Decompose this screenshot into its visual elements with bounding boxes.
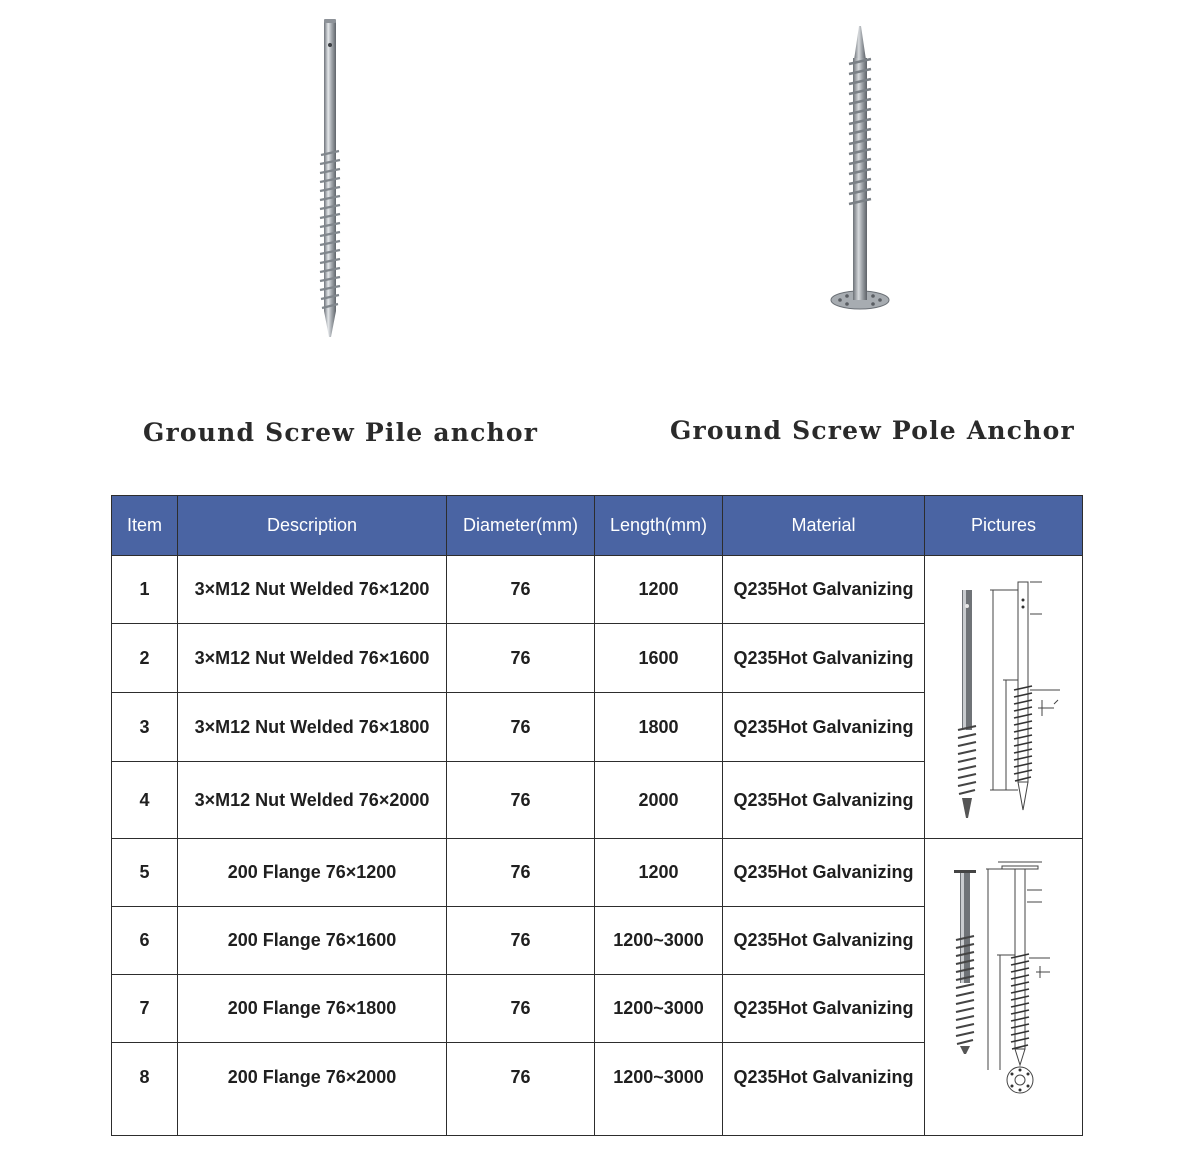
cell-length: 1200 [595, 556, 723, 624]
cell-diameter: 76 [447, 762, 595, 839]
table-row [112, 556, 1083, 624]
ground-screw-pile-image [300, 15, 370, 345]
table-header-row [112, 496, 1083, 556]
cell-item: 3 [112, 693, 178, 762]
cell-diameter: 76 [447, 907, 595, 975]
header-material: Material [723, 496, 925, 556]
picture-cell-flange [925, 839, 1083, 1136]
header-diameter: Diameter(mm) [447, 496, 595, 556]
cell-description: 200 Flange 76×2000 [178, 1043, 447, 1136]
cell-item: 7 [112, 975, 178, 1043]
cell-material: Q235Hot Galvanizing [723, 624, 925, 693]
cell-description: 3×M12 Nut Welded 76×1600 [178, 624, 447, 693]
product-caption: Ground Screw Pole Anchor [670, 416, 1075, 445]
cell-description: 3×M12 Nut Welded 76×1800 [178, 693, 447, 762]
header-length: Length(mm) [595, 496, 723, 556]
cell-item: 8 [112, 1043, 178, 1136]
header-pictures: Pictures [925, 496, 1083, 556]
picture-cell-nut-welded [925, 556, 1083, 839]
cell-material: Q235Hot Galvanizing [723, 762, 925, 839]
cell-item: 2 [112, 624, 178, 693]
header-item: Item [112, 496, 178, 556]
cell-length: 2000 [595, 762, 723, 839]
cell-item: 4 [112, 762, 178, 839]
cell-material: Q235Hot Galvanizing [723, 1043, 925, 1136]
cell-material: Q235Hot Galvanizing [723, 839, 925, 907]
cell-diameter: 76 [447, 1043, 595, 1136]
cell-diameter: 76 [447, 693, 595, 762]
cell-length: 1200~3000 [595, 1043, 723, 1136]
cell-description: 3×M12 Nut Welded 76×1200 [178, 556, 447, 624]
cell-description: 200 Flange 76×1200 [178, 839, 447, 907]
cell-item: 5 [112, 839, 178, 907]
nut-welded-screw-drawing [926, 560, 1082, 830]
cell-description: 200 Flange 76×1800 [178, 975, 447, 1043]
product-caption: Ground Screw Pile anchor [143, 418, 539, 447]
cell-material: Q235Hot Galvanizing [723, 556, 925, 624]
cell-material: Q235Hot Galvanizing [723, 907, 925, 975]
flange-screw-drawing [926, 840, 1082, 1130]
ground-screw-pole-image [820, 20, 900, 320]
header-description: Description [178, 496, 447, 556]
cell-description: 3×M12 Nut Welded 76×2000 [178, 762, 447, 839]
cell-length: 1800 [595, 693, 723, 762]
cell-length: 1200 [595, 839, 723, 907]
cell-material: Q235Hot Galvanizing [723, 693, 925, 762]
table-row [112, 839, 1083, 907]
cell-diameter: 76 [447, 624, 595, 693]
cell-length: 1600 [595, 624, 723, 693]
cell-item: 1 [112, 556, 178, 624]
cell-length: 1200~3000 [595, 907, 723, 975]
spec-table [111, 495, 1083, 1136]
cell-diameter: 76 [447, 975, 595, 1043]
cell-description: 200 Flange 76×1600 [178, 907, 447, 975]
cell-diameter: 76 [447, 556, 595, 624]
cell-item: 6 [112, 907, 178, 975]
cell-material: Q235Hot Galvanizing [723, 975, 925, 1043]
cell-length: 1200~3000 [595, 975, 723, 1043]
cell-diameter: 76 [447, 839, 595, 907]
